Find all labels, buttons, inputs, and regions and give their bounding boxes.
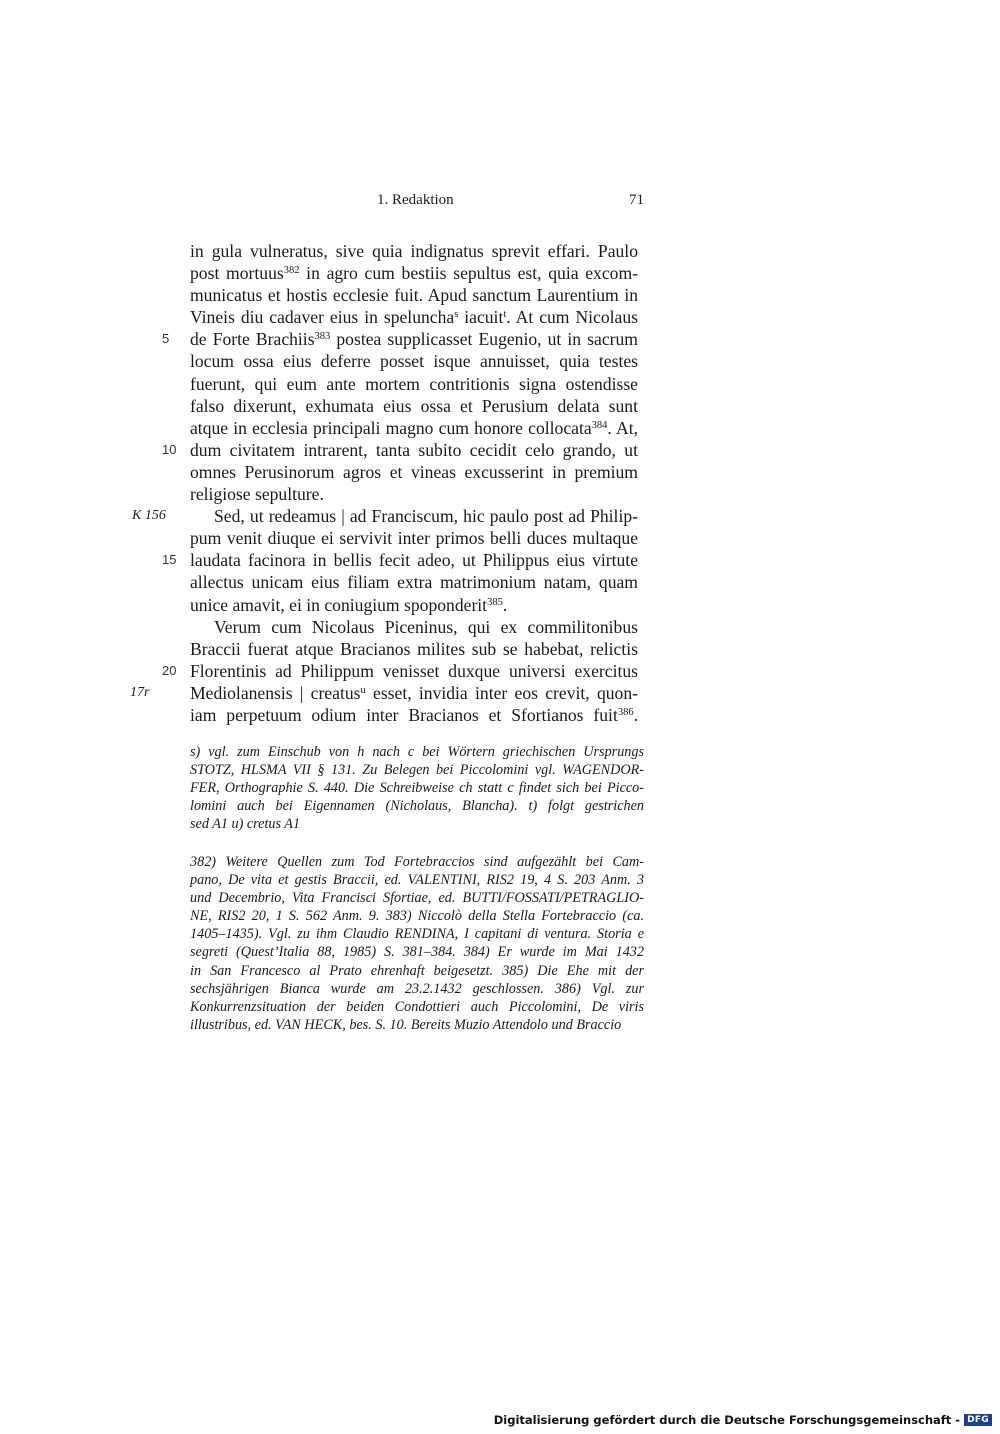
line-number: 10 xyxy=(162,441,177,457)
line-text: iam perpetuum odium inter Bracianos et Sfortianos fuit xyxy=(190,704,618,725)
line-number: 15 xyxy=(162,552,177,568)
text-line xyxy=(190,594,638,616)
text-line xyxy=(162,660,638,682)
line-text: in agro cum bestiis sepultus est, quia excom- xyxy=(299,263,639,284)
text-line xyxy=(162,549,638,571)
line-text: in gula vulneratus, sive quia indignatus sprevit effari. Paulo xyxy=(190,241,638,261)
superscript: u xyxy=(360,684,366,696)
note-line: FER, Orthographie S. 440. Die Schreibweise ch statt c findet sich bei Picco- xyxy=(190,780,644,797)
line-text: Vineis diu cadaver eius in speluncha xyxy=(190,307,455,328)
text-line xyxy=(130,682,638,704)
text-line xyxy=(190,395,638,417)
note-line: NE, RIS2 20, 1 S. 562 Anm. 9. 383) Niccolò della Stella Fortebraccio (ca. xyxy=(190,908,644,925)
footnotes-block xyxy=(190,853,644,1034)
running-head xyxy=(190,192,644,214)
line-text: pum venit diuque ei servivit inter primos belli duces multaque xyxy=(190,528,638,549)
main-text-block xyxy=(130,240,639,726)
text-line xyxy=(190,638,638,660)
note-line: segreti (Quest’Italia 88, 1985) S. 381–384. 384) Er wurde im Mai 1432 xyxy=(190,944,644,961)
line-text: postea supplicasset Eugenio, ut in sacrum xyxy=(330,329,638,350)
note-line: 382) Weitere Quellen zum Tod Fortebraccios sind aufgezählt bei Cam- xyxy=(190,854,644,870)
superscript: t xyxy=(503,309,507,321)
line-text: Sed, ut redeamus | ad Franciscum, hic paulo post ad Philip- xyxy=(214,506,638,527)
note-line: lomini auch bei Eigennamen (Nicholaus, Blancha). t) folgt gestrichen xyxy=(190,798,644,815)
text-line xyxy=(190,483,638,505)
text-line xyxy=(132,505,638,527)
line-text: Mediolanensis | creatus xyxy=(190,682,361,703)
line-text: omnes Perusinorum agros et vineas excusserint in premium xyxy=(190,461,638,482)
text-line xyxy=(162,439,638,461)
line-text: iacuit xyxy=(458,307,504,328)
line-text: Braccii fuerat atque Bracianos milites sub se habebat, relictis xyxy=(190,638,638,659)
page-number: 71 xyxy=(629,192,644,208)
text-line xyxy=(190,461,638,483)
text-line xyxy=(190,527,638,549)
text-line xyxy=(162,328,638,350)
text-line xyxy=(190,616,638,638)
line-text: atque in ecclesia principali magno cum honore collocata xyxy=(190,417,592,438)
line-text: allectus unicam eius filiam extra matrimonium natam, quam xyxy=(190,572,638,593)
note-line: und Decembrio, Vita Francisci Sfortiae, ed. BUTTI/FOSSATI/PETRAGLIO- xyxy=(190,890,644,907)
line-text: . At cum Nicolaus xyxy=(506,307,638,328)
superscript: 382 xyxy=(283,265,300,277)
line-text: . xyxy=(633,704,638,725)
dfg-logo: DFG xyxy=(964,1414,992,1426)
line-text: post mortuus xyxy=(190,263,284,284)
digitization-credit xyxy=(494,1412,992,1428)
superscript: 386 xyxy=(617,706,634,718)
line-number: 5 xyxy=(162,331,170,347)
line-text: locum ossa eius deferre posset isque annuisset, quia testes xyxy=(190,351,638,372)
line-text: Florentinis ad Philippum venisset duxque universi exercitus xyxy=(190,660,638,681)
note-line: sechsjährigen Bianca wurde am 23.2.1432 geschlossen. 386) Vgl. zur xyxy=(190,980,644,997)
line-text: . xyxy=(502,594,508,615)
line-text: laudata facinora in bellis fecit adeo, ut Philippus eius virtute xyxy=(190,550,638,571)
line-text: falso dixerunt, exhumata eius ossa et Perusium delata sunt xyxy=(190,395,638,416)
text-line xyxy=(190,306,638,328)
text-line xyxy=(190,240,638,262)
text-line xyxy=(190,571,638,593)
note-line: 1405–1435). Vgl. zu ihm Claudio RENDINA, I capitani di ventura. Storia e xyxy=(190,926,644,943)
running-title: 1. Redaktion xyxy=(377,192,454,208)
line-text: Verum cum Nicolaus Piceninus, qui ex commilitonibus xyxy=(214,616,638,637)
note-line: Konkurrenzsituation der beiden Condottieri auch Piccolomini, De viris xyxy=(190,998,644,1015)
text-line xyxy=(190,262,638,284)
line-text: de Forte Brachiis xyxy=(190,329,315,350)
line-text: municatus et hostis ecclesie fuit. Apud sanctum Laurentium in xyxy=(190,285,638,306)
superscript: 384 xyxy=(591,419,608,431)
note-line: pano, De vita et gestis Braccii, ed. VALENTINI, RIS2 19, 4 S. 203 Anm. 3 xyxy=(190,872,644,889)
text-line xyxy=(190,704,638,726)
margin-reference: 17r xyxy=(130,684,150,700)
line-number: 20 xyxy=(162,662,177,678)
note-line: in San Francesco al Prato ehrenhaft beigesetzt. 385) Die Ehe mit der xyxy=(190,962,644,979)
critical-apparatus xyxy=(190,743,644,833)
superscript: 383 xyxy=(314,331,331,343)
line-text: esset, invidia inter eos crevit, quon- xyxy=(365,682,638,703)
note-line: sed A1 u) cretus A1 xyxy=(190,816,301,833)
line-text: dum civitatem intrarent, tanta subito cecidit celo grando, ut xyxy=(190,439,638,460)
margin-reference: K 156 xyxy=(132,508,166,524)
credit-text: Digitalisierung gefördert durch die Deutsche Forschungsgemeinschaft - xyxy=(493,1413,961,1427)
text-line xyxy=(190,350,638,372)
text-line xyxy=(190,284,638,306)
note-line: illustribus, ed. VAN HECK, bes. S. 10. Bereits Muzio Attendolo und Braccio xyxy=(190,1016,622,1033)
line-text: fuerunt, qui eum ante mortem contritionis signa ostendisse xyxy=(190,373,638,394)
note-line: s) vgl. zum Einschub von h nach c bei Wörtern griechischen Ursprungs xyxy=(190,744,644,760)
line-text: unice amavit, ei in coniugium spoponderit xyxy=(190,594,488,615)
text-line xyxy=(190,373,638,395)
superscript: 385 xyxy=(487,596,503,608)
line-text: . At, xyxy=(607,417,639,438)
superscript: s xyxy=(454,309,459,321)
line-text: religiose sepulture. xyxy=(190,484,324,505)
text-line xyxy=(190,417,638,439)
note-line: STOTZ, HLSMA VII § 131. Zu Belegen bei Piccolomini vgl. WAGENDOR- xyxy=(190,762,644,779)
